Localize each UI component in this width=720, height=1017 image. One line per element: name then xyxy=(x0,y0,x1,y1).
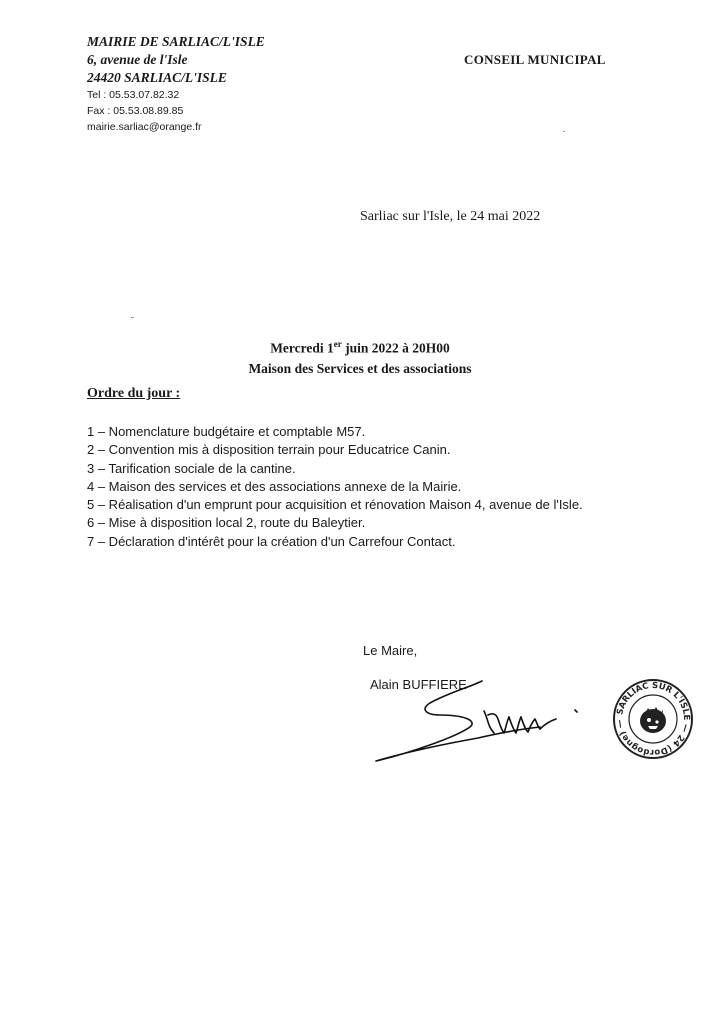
letterhead xyxy=(87,33,265,135)
signatory-role: Le Maire, xyxy=(363,643,418,658)
town-hall-stamp xyxy=(612,678,694,760)
org-address: 6, avenue de l'Isle xyxy=(87,52,188,67)
meeting-date-suffix: juin 2022 à 20H00 xyxy=(341,340,450,356)
agenda-item: 1 – Nomenclature budgétaire et comptable M57. xyxy=(87,424,366,439)
council-title: CONSEIL MUNICIPAL xyxy=(464,52,606,67)
org-postal: 24420 SARLIAC/L'ISLE xyxy=(87,70,227,85)
scan-speck xyxy=(563,131,565,132)
agenda-item: 6 – Mise à disposition local 2, route du Baleytier. xyxy=(87,515,366,531)
meeting-date-prefix: Mercredi 1 xyxy=(270,340,334,356)
meeting-block xyxy=(210,334,510,379)
agenda-item: 3 – Tarification sociale de la cantine. xyxy=(87,460,296,476)
date-line: Sarliac sur l'Isle, le 24 mai 2022 xyxy=(360,209,541,224)
handwritten-signature xyxy=(370,675,595,770)
agenda-list xyxy=(87,423,583,551)
agenda-item: 5 – Réalisation d'un emprunt pour acquisition et rénovation Maison 4, avenue de l'Isle. xyxy=(87,497,583,513)
signatory-name: Alain BUFFIERE xyxy=(370,677,467,692)
org-tel: Tel : 05.53.07.82.32 xyxy=(87,89,180,101)
meeting-date xyxy=(210,334,510,359)
org-email: mairie.sarliac@orange.fr xyxy=(87,121,202,133)
agenda-item: 2 – Convention mis à disposition terrain pour Educatrice Canin. xyxy=(87,442,451,458)
svg-text:SARLIAC SUR L'ISLE — 24 (Dordo: SARLIAC SUR L'ISLE — 24 (Dordogne) — xyxy=(614,680,692,758)
meeting-date-sup: er xyxy=(333,339,342,349)
org-fax: Fax : 05.53.08.89.85 xyxy=(87,105,184,117)
meeting-venue: Maison des Services et des associations xyxy=(248,360,472,376)
org-name: MAIRIE DE SARLIAC/L'ISLE xyxy=(87,34,265,49)
agenda-item: 4 – Maison des services et des associations annexe de la Mairie. xyxy=(87,478,462,494)
scan-speck xyxy=(131,317,134,318)
agenda-item: 7 – Déclaration d'intérêt pour la création d'un Carrefour Contact. xyxy=(87,533,456,549)
agenda-heading: Ordre du jour : xyxy=(87,386,181,401)
